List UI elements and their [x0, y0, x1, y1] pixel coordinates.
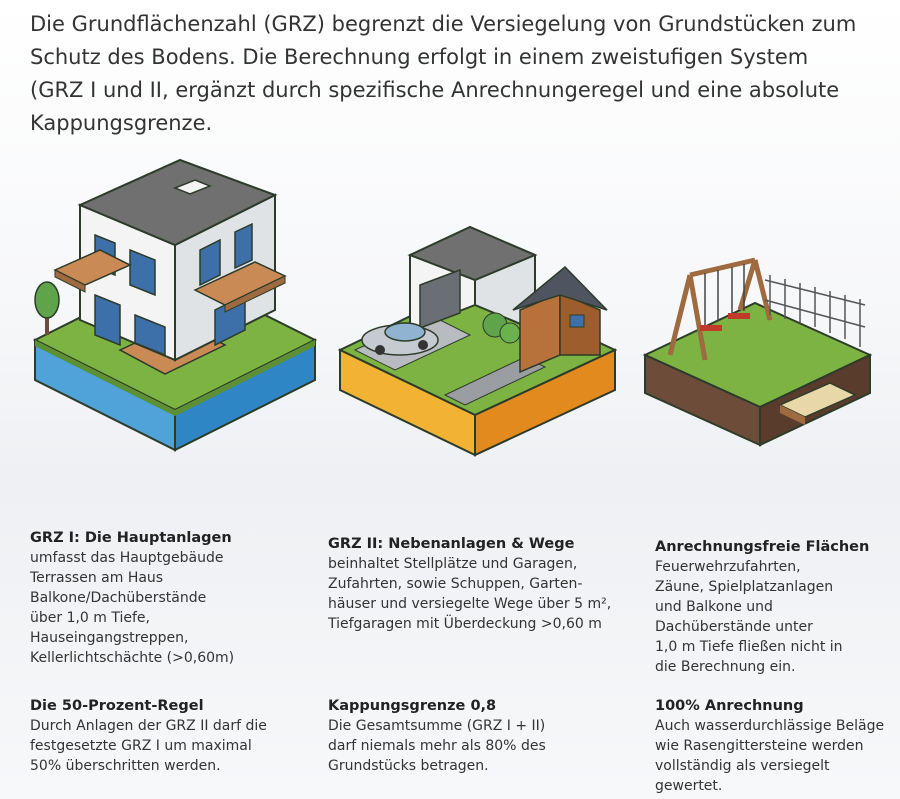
section-line: Kellerlichtschächte (>0,60m)	[30, 650, 235, 666]
garage-shed-illustration	[335, 215, 620, 465]
section-line: Zufahrten, sowie Schuppen, Garten-	[328, 576, 583, 592]
section-grz2	[328, 534, 611, 634]
intro-text	[30, 8, 870, 140]
section-line: 1,0 m Tiefe fließen nicht in	[655, 639, 843, 655]
section-cap	[328, 696, 546, 776]
section-line: Zäune, Spielplatzanlagen	[655, 579, 834, 595]
section-line: Auch wasserdurchlässige Beläge	[655, 718, 885, 734]
section-title: Die 50-Prozent-Regel	[30, 698, 204, 714]
section-free	[655, 537, 869, 677]
main-house-illustration	[30, 150, 320, 460]
intro-line: Schutz des Bodens. Die Berechnung erfolgt in einem zweistufigen System	[30, 45, 809, 69]
section-title: 100% Anrechnung	[655, 698, 804, 714]
section-line: über 1,0 m Tiefe,	[30, 610, 150, 626]
section-full	[655, 696, 884, 796]
section-line: Die Gesamtsumme (GRZ I + II)	[328, 718, 546, 734]
section-line: gewertet.	[655, 778, 723, 794]
section-line: festgesetzte GRZ I um maximal	[30, 738, 252, 754]
section-rule50	[30, 696, 267, 776]
section-title: GRZ I: Die Hauptanlagen	[30, 530, 232, 546]
section-line: Grundstücks betragen.	[328, 758, 489, 774]
section-title: GRZ II: Nebenanlagen & Wege	[328, 536, 575, 552]
intro-line: (GRZ I und II, ergänzt durch spezifische Anrechnungeregel und eine absolute	[30, 78, 840, 102]
section-title: Kappungsgrenze 0,8	[328, 698, 497, 714]
section-line: und Balkone und	[655, 599, 773, 615]
section-line: häuser und versiegelte Wege über 5 m²,	[328, 596, 612, 612]
section-line: die Berechnung ein.	[655, 659, 796, 675]
section-line: Tiefgaragen mit Überdeckung >0,60 m	[328, 616, 602, 632]
section-line: Dachüberstände unter	[655, 619, 813, 635]
section-line: Terrassen am Haus	[30, 570, 164, 586]
section-line: umfasst das Hauptgebäude	[30, 550, 224, 566]
section-line: darf niemals mehr als 80% des	[328, 738, 546, 754]
section-grz1	[30, 528, 234, 668]
section-line: 50% überschritten werden.	[30, 758, 221, 774]
intro-line: Kappungsgrenze.	[30, 111, 213, 135]
section-line: Hauseingangstreppen,	[30, 630, 189, 646]
section-line: Durch Anlagen der GRZ II darf die	[30, 718, 267, 734]
section-line: vollständig als versiegelt	[655, 758, 830, 774]
section-title: Anrechnungsfreie Flächen	[655, 539, 870, 555]
section-line: Balkone/Dachüberstände	[30, 590, 207, 606]
section-line: wie Rasengittersteine werden	[655, 738, 864, 754]
section-line: beinhaltet Stellplätze und Garagen,	[328, 556, 578, 572]
section-line: Feuerwehrzufahrten,	[655, 559, 801, 575]
intro-line: Die Grundflächenzahl (GRZ) begrenzt die Versiegelung von Grundstücken zum	[30, 12, 857, 36]
playground-illustration	[640, 255, 875, 465]
